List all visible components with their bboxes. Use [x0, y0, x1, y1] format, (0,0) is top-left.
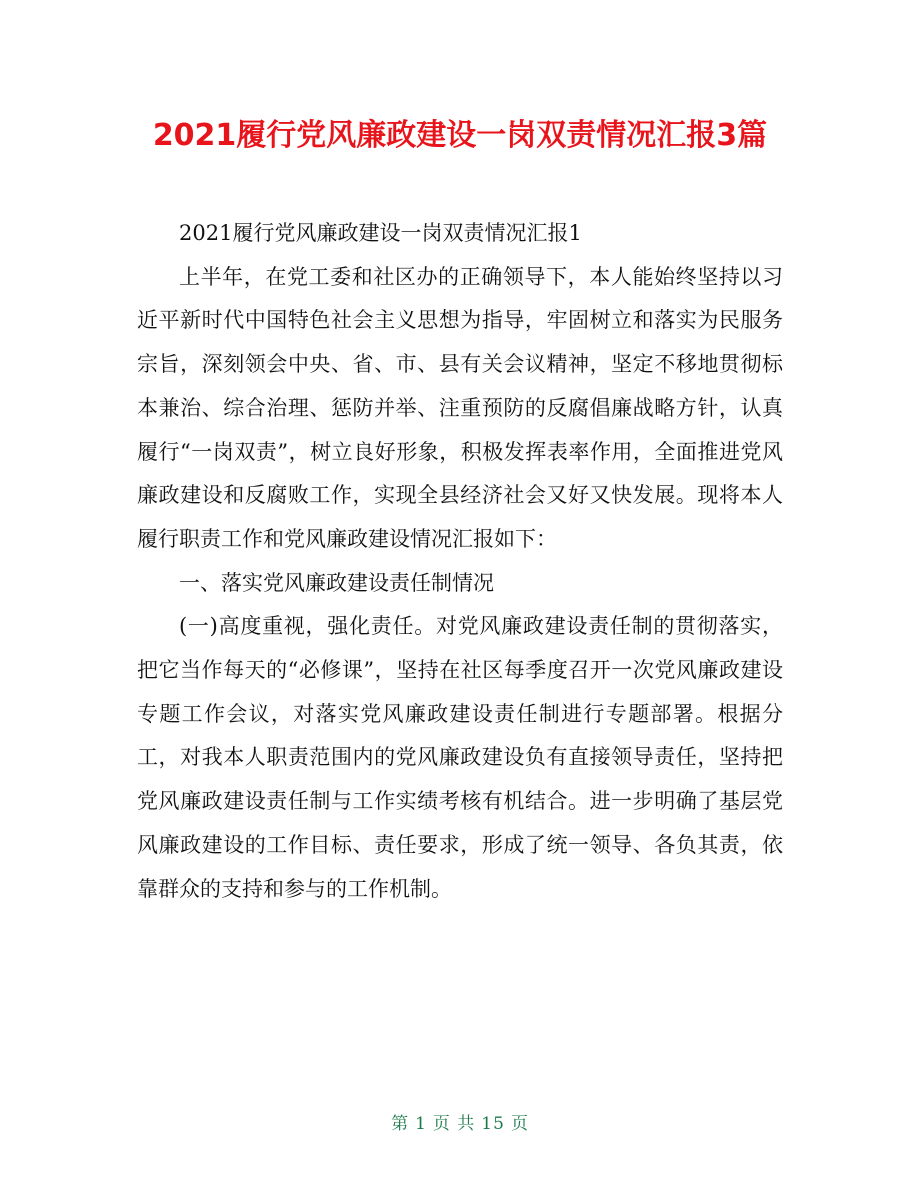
total-pages-number: 15	[481, 1114, 505, 1134]
current-page-number: 1	[415, 1114, 427, 1134]
page-footer	[0, 1112, 920, 1136]
section-heading: 2021履行党风廉政建设一岗双责情况汇报1	[179, 221, 582, 245]
body-paragraph: 上半年，在党工委和社区办的正确领导下，本人能始终坚持以习近平新时代中国特色社会主义思想为指导，牢固树立和落实为民服务宗旨，深刻领会中央、省、市、县有关会议精神，坚定不移地贯彻标本兼治、综合治理、惩防并举、注重预防的反腐倡廉战略方针，认真履行“一岗双责”，树立良好形象，积极发挥表率作用，全面推进党风廉政建设和反腐败工作，实现全县经济社会又好又快发展。现将本人履行职责工作和党风廉政建设情况汇报如下：	[137, 264, 783, 551]
page-label-prefix: 第	[391, 1114, 410, 1134]
body-paragraph: (一)高度重视，强化责任。对党风廉政建设责任制的贯彻落实，把它当作每天的“必修课”，坚持在社区每季度召开一次党风廉政建设专题工作会议，对落实党风廉政建设责任制进行专题部署。根据分工，对我本人职责范围内的党风廉政建设负有直接领导责任，坚持把党风廉政建设责任制与工作实绩考核有机结合。进一步明确了基层党风廉政建设的工作目标、责任要求，形成了统一领导、各负其责，依靠群众的支持和参与的工作机制。	[137, 614, 783, 901]
document-body	[137, 212, 783, 911]
page-label-mid: 页 共	[432, 1114, 476, 1134]
document-title: 2021履行党风廉政建设一岗双责情况汇报3篇	[152, 118, 768, 153]
page-label-suffix: 页	[510, 1114, 529, 1134]
subsection-heading: 一、落实党风廉政建设责任制情况	[179, 570, 494, 595]
